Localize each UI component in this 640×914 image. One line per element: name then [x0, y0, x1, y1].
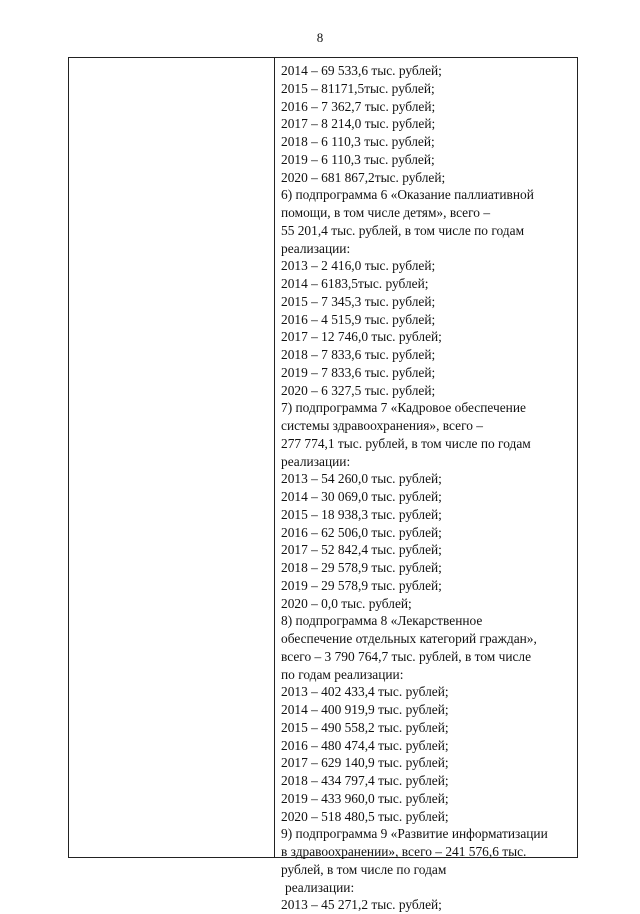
text-line: помощи, в том числе детям», всего –	[281, 205, 491, 220]
text-line: обеспечение отдельных категорий граждан»,	[281, 631, 537, 646]
text-line: 2015 – 18 938,3 тыс. рублей;	[281, 506, 442, 522]
text-line: 2018 – 434 797,4 тыс. рублей;	[281, 773, 449, 788]
page-number: 8	[316, 30, 324, 45]
text-line: 2018 – 6 110,3 тыс. рублей;	[281, 134, 435, 149]
text-line: рублей, в том числе по годам	[281, 861, 447, 877]
text-line: 8) подпрограмма 8 «Лекарственное	[281, 613, 483, 629]
text-line: 2013 – 45 271,2 тыс. рублей;	[281, 897, 442, 913]
text-line: 2020 – 681 867,2тыс. рублей;	[281, 169, 446, 185]
text-line: 2017 – 8 214,0 тыс. рублей;	[281, 116, 436, 132]
text-line: в здравоохранении», всего – 241 576,6 тыс.	[281, 844, 527, 859]
text-line: по годам реализации:	[281, 666, 404, 682]
financing-cell	[281, 62, 575, 914]
text-line: 2016 – 62 506,0 тыс. рублей;	[281, 524, 442, 540]
text-line: 2019 – 433 960,0 тыс. рублей;	[281, 790, 449, 806]
text-line: 2020 – 0,0 тыс. рублей;	[281, 595, 412, 611]
text-line: реализации:	[285, 879, 355, 895]
text-line: всего – 3 790 764,7 тыс. рублей, в том числе	[281, 648, 532, 664]
text-line: реализации:	[281, 453, 351, 469]
text-line: 2015 – 7 345,3 тыс. рублей;	[281, 293, 436, 309]
text-line: 277 774,1 тыс. рублей, в том числе по годам	[281, 435, 531, 451]
text-line: 2020 – 518 480,5 тыс. рублей;	[281, 808, 449, 824]
text-line: 2016 – 480 474,4 тыс. рублей;	[281, 737, 449, 753]
text-line: 2020 – 6 327,5 тыс. рублей;	[281, 382, 436, 398]
text-line: 55 201,4 тыс. рублей, в том числе по годам	[281, 222, 525, 238]
text-line: 6) подпрограмма 6 «Оказание паллиативной	[281, 187, 534, 203]
text-line: 2015 – 81171,5тыс. рублей;	[281, 80, 435, 96]
text-line: 2013 – 402 433,4 тыс. рублей;	[281, 684, 449, 700]
text-line: 2017 – 12 746,0 тыс. рублей;	[281, 329, 442, 345]
text-line: 2014 – 30 069,0 тыс. рублей;	[281, 489, 442, 504]
text-line: 7) подпрограмма 7 «Кадровое обеспечение	[281, 400, 526, 416]
text-line: 2013 – 54 260,0 тыс. рублей;	[281, 471, 442, 487]
text-line: системы здравоохранения», всего –	[281, 418, 483, 433]
text-line: 2014 – 69 533,6 тыс. рублей;	[281, 63, 442, 78]
text-line: 2016 – 7 362,7 тыс. рублей;	[281, 98, 436, 114]
text-line: 2019 – 7 833,6 тыс. рублей;	[281, 364, 436, 380]
column-divider	[274, 58, 275, 857]
text-line: 2014 – 6183,5тыс. рублей;	[281, 276, 429, 291]
document-table	[68, 57, 578, 913]
text-line: 2013 – 2 416,0 тыс. рублей;	[281, 258, 436, 274]
text-line: 2018 – 7 833,6 тыс. рублей;	[281, 347, 436, 362]
text-line: 2017 – 52 842,4 тыс. рублей;	[281, 542, 442, 558]
text-line: 9) подпрограмма 9 «Развитие информатизации	[281, 826, 548, 842]
text-line: 2017 – 629 140,9 тыс. рублей;	[281, 755, 449, 771]
text-line: 2019 – 6 110,3 тыс. рублей;	[281, 151, 435, 167]
text-line: 2018 – 29 578,9 тыс. рублей;	[281, 560, 442, 575]
text-line: реализации:	[281, 240, 351, 256]
text-line: 2015 – 490 558,2 тыс. рублей;	[281, 719, 449, 735]
text-line: 2014 – 400 919,9 тыс. рублей;	[281, 702, 449, 717]
text-line: 2016 – 4 515,9 тыс. рублей;	[281, 311, 436, 327]
text-line: 2019 – 29 578,9 тыс. рублей;	[281, 577, 442, 593]
